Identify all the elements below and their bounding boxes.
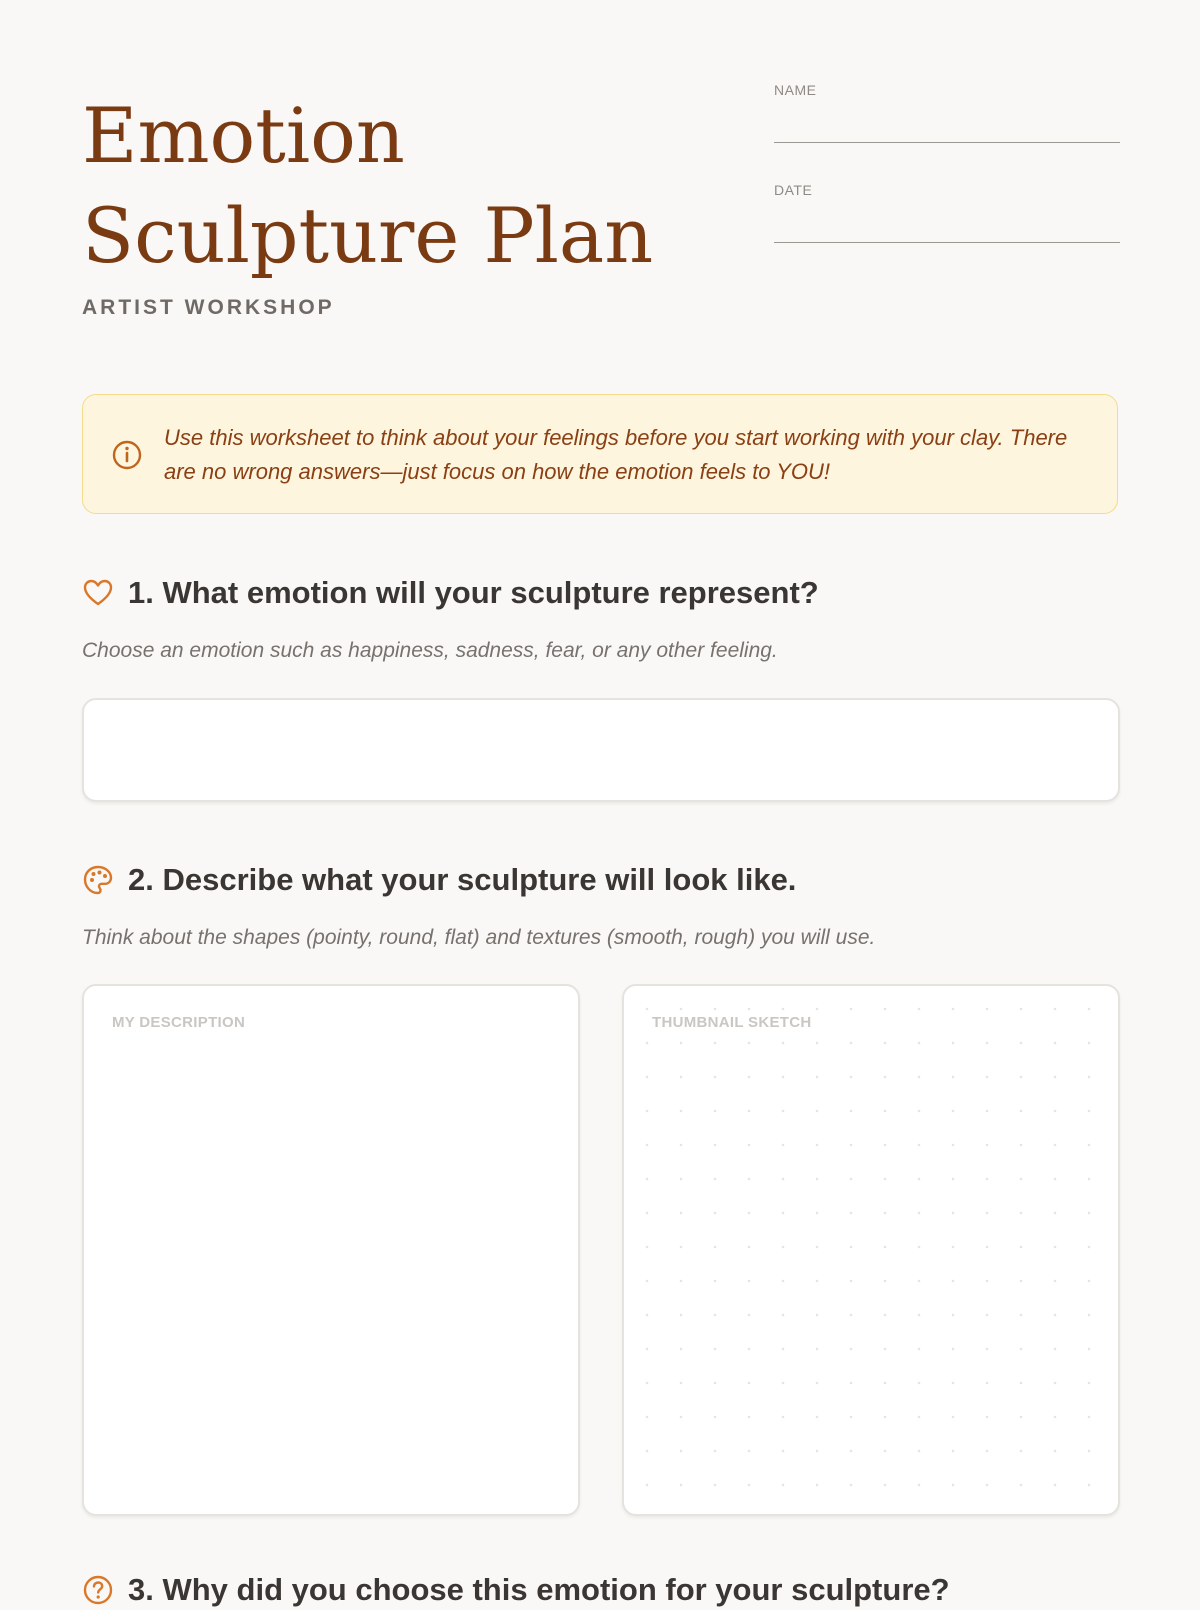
question-2-title-row (82, 860, 796, 900)
date-field[interactable] (774, 182, 1120, 262)
name-input-line[interactable] (774, 142, 1120, 143)
info-icon (111, 439, 143, 471)
question-circle-icon (82, 1574, 114, 1606)
question-1-hint: Choose an emotion such as happiness, sadness, fear, or any other feeling. (82, 639, 778, 662)
date-input-line[interactable] (774, 242, 1120, 243)
page-title: Emotion Sculpture Plan (82, 91, 654, 280)
description-answer-box[interactable] (82, 984, 580, 1516)
question-1-title-row (82, 573, 819, 613)
worksheet-header (82, 0, 1120, 360)
info-callout (82, 394, 1118, 514)
sketch-box-label: THUMBNAIL SKETCH (652, 1014, 812, 1031)
description-box-label: MY DESCRIPTION (112, 1014, 246, 1031)
question-3-title-row (82, 1570, 950, 1610)
palette-icon (82, 864, 114, 896)
thumbnail-sketch-box[interactable] (622, 984, 1120, 1516)
name-field[interactable] (774, 82, 1120, 162)
question-2-title: 2. Describe what your sculpture will look like. (128, 862, 797, 897)
worksheet-page (82, 0, 1120, 1607)
name-label: NAME (774, 82, 817, 98)
emotion-answer-box[interactable] (82, 698, 1120, 802)
info-text: Use this worksheet to think about your feelings before you start working with your clay. There are no wrong answers—just focus on how the emotion feels to YOU! (164, 425, 1068, 484)
page-subtitle: ARTIST WORKSHOP (82, 296, 335, 319)
question-3-title: 3. Why did you choose this emotion for your sculpture? (128, 1572, 950, 1607)
date-label: DATE (774, 182, 813, 198)
question-1-title: 1. What emotion will your sculpture represent? (128, 575, 819, 610)
question-2-hint: Think about the shapes (pointy, round, flat) and textures (smooth, rough) you will use. (82, 926, 876, 949)
heart-icon (82, 577, 114, 609)
